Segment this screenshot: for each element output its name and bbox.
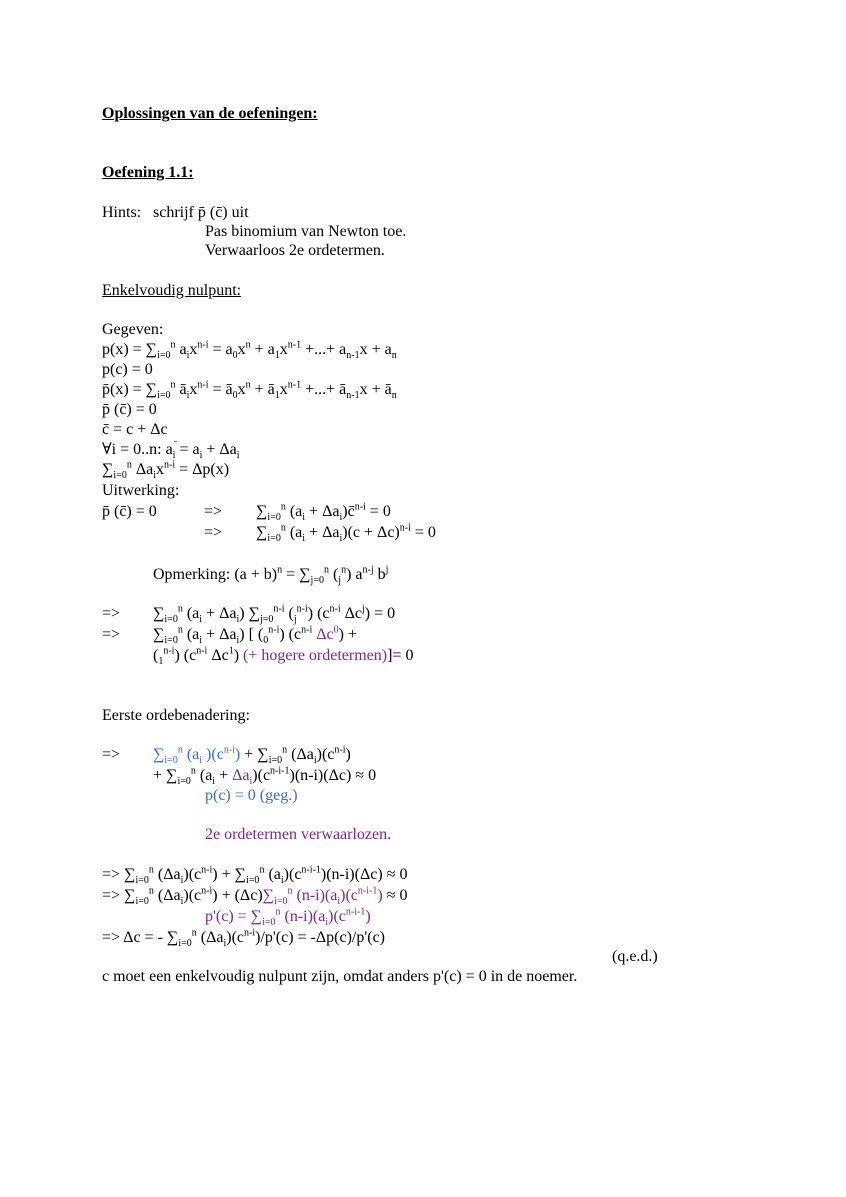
conclusion: c moet een enkelvoudig nulpunt zijn, omdat anders p'(c) = 0 in de noemer. <box>102 968 578 985</box>
work-lhs: p̄ (c̄) = 0 <box>102 503 157 520</box>
hint-item: schrijf p̄ (c̄) uit <box>153 204 249 221</box>
result-equation: => Δc = - $\sum_{i=0}^n$ $(\Delta a_i)(c^{n-i})/p'(c) = -\Delta p(c)/p'(c)$ <box>102 927 386 950</box>
work-equation: $\sum_{i=0}^n$ $(a_i + \Delta a_i)$ [ $(_0^{n-i})$ ($c^{n-i}$ $\Delta c^0$) + <box>153 624 357 647</box>
given-coefficients: ∀i = 0..n: $a_i = a_i + \Delta a_i$ <box>102 441 240 462</box>
given-perturbed-root: p̄ (c̄) = 0 <box>102 401 157 418</box>
work-equation: $(_1^{n-i})$ ($c^{n-i}$ $\Delta c^1$) (+ hogere ordetermen)]= 0 <box>153 645 414 668</box>
hint-item: Verwaarloos 2e ordetermen. <box>205 242 385 259</box>
work-label: Uitwerking: <box>102 482 180 499</box>
given-polynomial: $p(x) = \sum_{i=0}^n$ $a_ix^{n-i} = a_0x^n + a_1x^{n-1}$ +...+ $a_{n-1}x + a_n$ <box>102 339 397 362</box>
page-title: Oplossingen van de oefeningen: <box>102 105 318 122</box>
work-equation: $\sum_{i=0}^n$ ($a_i$ + $\Delta a_i)c̄^{n-i} = 0$ <box>256 501 391 524</box>
approx-equation: => $\sum_{i=0}^n$ $(\Delta a_i)(c^{n-i}) + (\Delta c)\sum_{i=0}^n$ $(n-i)(a_i)(c^{n-i-1}) \approx 0$ <box>102 885 408 908</box>
derivative-definition: $p'(c) = \sum_{i=0}^n$ $(n-i)(a_i)(c^{n-i-1})$ <box>205 906 371 929</box>
given-perturbed-polynomial: p̄(x) = $\sum_{i=0}^n$ $ā_ix^{n-i}$ = $ā_0x^n$ + $ā_1x^{n-1}$ +...+ $ā_{n-1}x$ + $ā_n$ <box>102 379 397 402</box>
exercise-title: Oefening 1.1: <box>102 164 194 181</box>
hints-label: Hints: <box>102 204 142 221</box>
implies-arrow: => <box>102 626 121 643</box>
implies-arrow: => <box>102 746 121 763</box>
approx-heading: Eerste ordebenadering: <box>102 707 250 724</box>
qed: (q.e.d.) <box>612 948 658 965</box>
approx-equation: + $\sum_{i=0}^n$ $(a_i + \Delta a_i)(c^{n-i-1})(n-i)(\Delta c) \approx 0$ <box>153 765 377 788</box>
given-delta-p: $\sum_{i=0}^n$ $\Delta a_ix^{n-i} = \Delta p(x)$ <box>102 459 230 482</box>
given-label: Gegeven: <box>102 321 164 338</box>
hint-item: Pas binomium van Newton toe. <box>205 223 407 240</box>
section-heading: Enkelvoudig nulpunt: <box>102 282 242 299</box>
work-equation: $\sum_{i=0}^n$ $(a_i + \Delta a_i)$ $\sum_{j=0}^{n-i}$ $(_j^{n-i})$ ($c^{n-i}$ $\Delta c^j) = 0$ <box>153 603 396 626</box>
given-perturbed-c: c̄ = c + Δc <box>102 421 168 438</box>
binomial-remark: Opmerking: $(a + b)^n = \sum_{j=0}^n$ $(_j^n)$ $a^{n-j}$ $b^j$ <box>153 564 389 587</box>
approx-equation: $\sum_{i=0}^n$ ($a_i$ )$(c^{n-i}) + \sum_{i=0}^n$ $(\Delta a_i)(c^{n-i})$ <box>153 744 351 767</box>
implies-arrow: => <box>204 524 223 541</box>
approx-equation: => $\sum_{i=0}^n$ $(\Delta a_i)(c^{n-i}) + \sum_{i=0}^n$ $(a_i)(c^{n-i-1})(n-i)(\Delta c) \approx 0$ <box>102 864 408 887</box>
given-root: p(c) = 0 <box>102 361 153 378</box>
work-equation: $\sum_{i=0}^n$ $(a_i + \Delta a_i)(c + \Delta c)^{n-i} = 0$ <box>256 522 436 545</box>
annotation-neglect: 2e ordetermen verwaarlozen. <box>205 826 392 843</box>
implies-arrow: => <box>102 605 121 622</box>
annotation-given: p(c) = 0 (geg.) <box>205 787 298 804</box>
implies-arrow: => <box>204 503 223 520</box>
